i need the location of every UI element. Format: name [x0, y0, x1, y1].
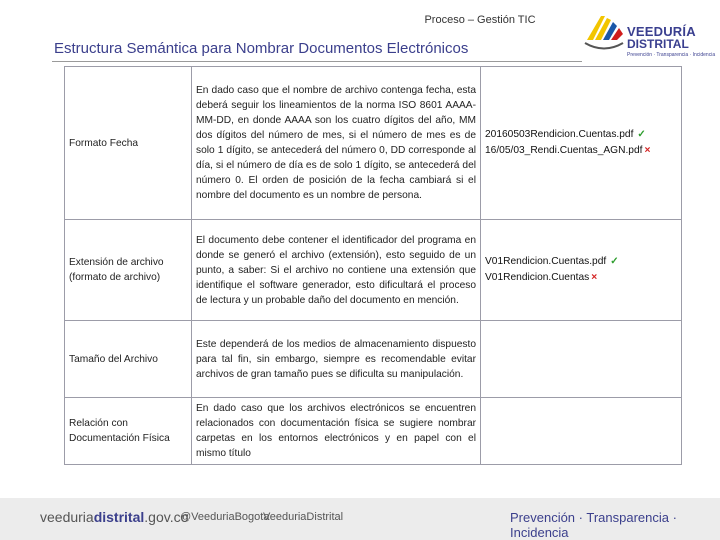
logo-word-distrital: DISTRITAL	[627, 37, 689, 51]
footer-website-link[interactable]	[40, 509, 188, 525]
page-title: Estructura Semántica para Nombrar Documentos Electrónicos	[54, 40, 469, 57]
footer-slogan: Prevención · Transparencia · Incidencia	[510, 510, 677, 540]
row-name: Relación con Documentación Física	[65, 398, 192, 465]
row-examples	[481, 67, 682, 220]
footer-site-prefix: veeduria	[40, 509, 94, 525]
check-icon: ✓	[610, 256, 619, 267]
process-label: Proceso – Gestión TIC	[424, 14, 536, 26]
example-correct-text: 20160503Rendicion.Cuentas.pdf	[485, 129, 634, 140]
example-correct-text: V01Rendicion.Cuentas.pdf	[485, 256, 607, 267]
logo-word-veeduria: VEEDURÍA	[627, 24, 696, 39]
example-correct	[485, 127, 677, 143]
table-row	[65, 398, 682, 465]
cross-icon: ×	[591, 272, 598, 283]
row-examples	[481, 220, 682, 321]
example-incorrect	[485, 143, 677, 159]
table-row	[65, 67, 682, 220]
example-incorrect	[485, 270, 677, 286]
example-incorrect-text: 16/05/03_Rendi.Cuentas_AGN.pdf	[485, 145, 643, 156]
cross-icon: ×	[644, 145, 651, 156]
check-icon: ✓	[637, 129, 646, 140]
veeduria-logo	[583, 8, 716, 68]
footer-twitter-link[interactable]	[180, 511, 269, 523]
logo-tagline: Prevención · Transparencia · Incidencia	[627, 52, 716, 58]
row-name: Formato Fecha	[65, 67, 192, 220]
table-row	[65, 321, 682, 398]
row-examples-empty	[481, 321, 682, 398]
table-row	[65, 220, 682, 321]
footer-site-bold: distrital	[93, 509, 145, 525]
row-name: Tamaño del Archivo	[65, 321, 192, 398]
row-name: Extensión de archivo (formato de archivo)	[65, 220, 192, 321]
footer-bar	[0, 498, 720, 540]
title-divider	[52, 61, 582, 62]
example-incorrect-text: V01Rendicion.Cuentas	[485, 272, 590, 283]
footer-site-suffix: .gov.co	[144, 509, 189, 525]
row-description: El documento debe contener el identificador del programa en donde se generó el archivo (extensión), esto seguido de un punto, a saber: Si el archivo no contiene una extensión que identifique el software generador, esto dificultará el proceso de lectura y un probable daño del documento en mención.	[192, 220, 481, 321]
row-examples-empty	[481, 398, 682, 465]
footer-facebook-handle: VeeduriaDistrital	[263, 511, 344, 523]
footer-facebook-link[interactable]	[263, 511, 343, 523]
naming-structure-table	[64, 66, 682, 465]
row-description: En dado caso que los archivos electrónicos se encuentren relacionados con documentación física se sugiere nombrar carpetas en los entornos electrónicos y en papel con el mismo título	[192, 398, 481, 465]
veeduria-emblem-icon	[583, 10, 625, 54]
footer-twitter-handle: @VeeduriaBogota	[180, 511, 270, 523]
example-correct	[485, 254, 677, 270]
row-description: En dado caso que el nombre de archivo contenga fecha, esta deberá seguir los lineamientos de la norma ISO 8601 AAAA-MM-DD, en donde AAAA son los cuatro dígitos del año, MM dos dígitos del número de mes, si el número de mes es de solo 1 dígito, se antecederá del número 0, DD corresponde al día, si el número de día es de solo 1 dígito, se antecederá del número 0. El orden de posición de la fecha cambiará si el nombre del documento es un nombre de persona.	[192, 67, 481, 220]
row-description: Este dependerá de los medios de almacenamiento dispuesto para tal fin, sin embargo, siempre es recomendable evitar archivos de gran tamaño pues se dificulta su manipulación.	[192, 321, 481, 398]
